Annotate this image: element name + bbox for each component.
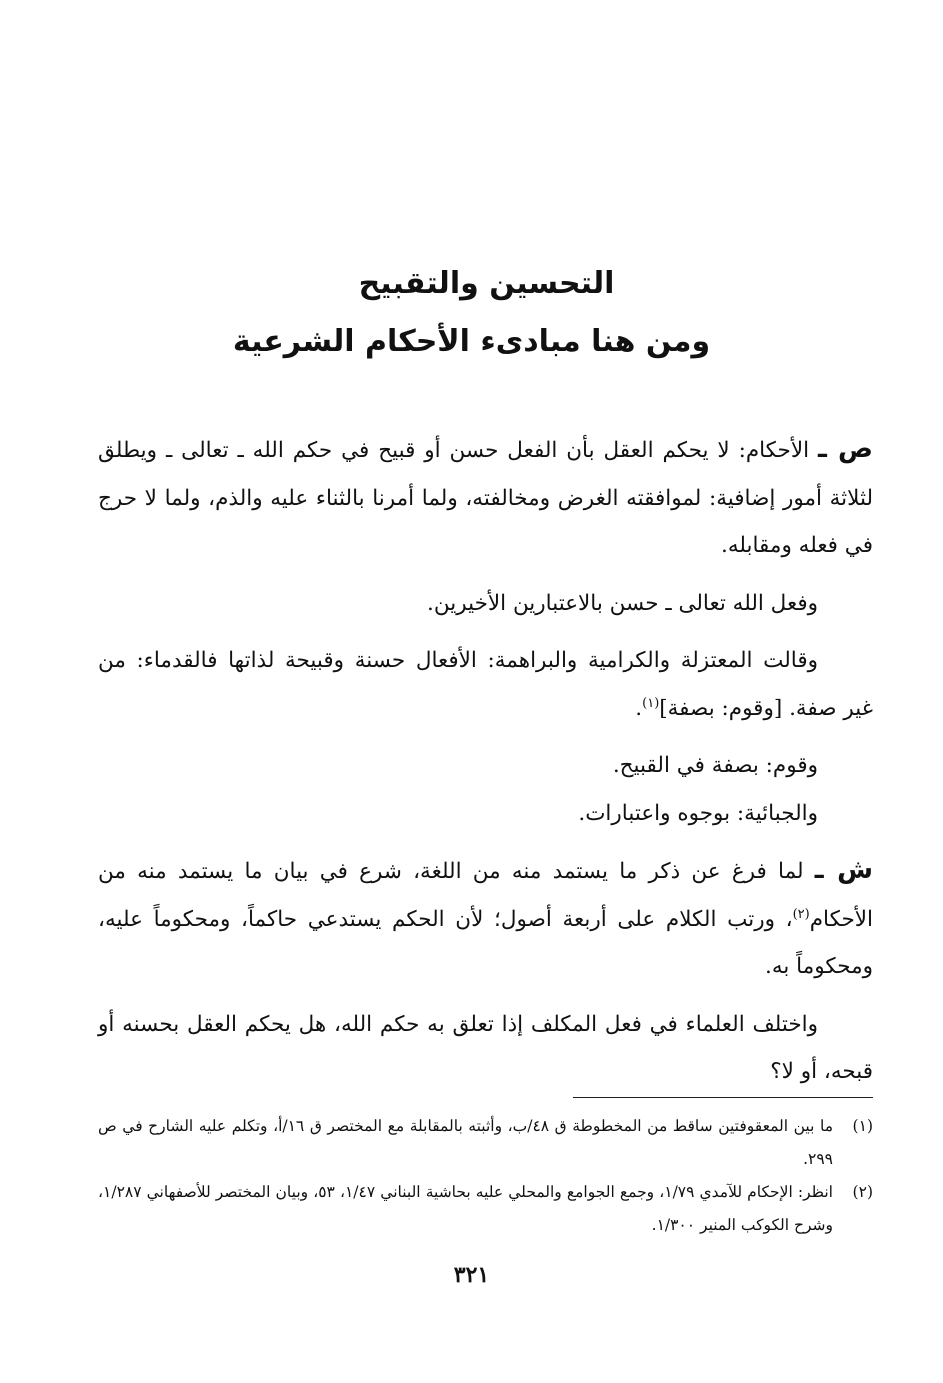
page-title: التحسين والتقبيح (358, 266, 615, 301)
footnote-text: انظر: الإحكام للآمدي ١/٧٩، وجمع الجوامع والمحلي عليه بحاشية البناني ١/٤٧، ٥٣، وبيان المختصر للأصفهاني ١/٢٨٧، وشرح الكوكب المنير ١/٣٠٠. (98, 1183, 833, 1234)
footnote-separator (573, 1097, 873, 1098)
paragraph-text-section (98, 426, 873, 570)
paragraph-text: الأحكام: لا يحكم العقل بأن الفعل حسن أو قبيح في حكم الله ـ تعالى ـ ويطلق لثلاثة أمور إضافية: لموافقته الغرض ومخالفته، ولما أمرنا بالثناء عليه والذم، ولما لا حرج في فعله ومقابله. (98, 438, 873, 558)
footnote-text: ما بين المعقوفتين ساقط من المخطوطة ق ٤٨/ب، وأثبته بالمقابلة مع المختصر ق ١٦/أ، وتكلم عليه الشارح في ص ٢٩٩. (98, 1117, 833, 1168)
footnote-ref-2[interactable]: (٢) (792, 906, 810, 922)
page-subtitle: ومن هنا مبادىء الأحكام الشرعية (232, 324, 711, 359)
paragraph-text: لما فرغ عن ذكر ما يستمد منه من اللغة، شرع في بيان ما يستمد منه من الأحكام (98, 859, 873, 932)
footnote-number: (٢) (852, 1183, 873, 1201)
heading-block (0, 255, 943, 371)
paragraph-end: . (635, 695, 643, 721)
paragraph-divine-act: وفعل الله تعالى ـ حسن بالاعتبارين الأخيرين. (427, 590, 818, 616)
footnote-ref-1[interactable]: (١) (642, 695, 660, 711)
footnotes (98, 1110, 873, 1242)
paragraph-text-continued: ، ورتب الكلام على أربعة أصول؛ لأن الحكم يستدعي حاكماً، ومحكوماً عليه، ومحكوماً به. (98, 906, 873, 979)
text-marker: ص ـ (818, 434, 873, 464)
paragraph-mutazila (98, 637, 873, 732)
footnote-2 (98, 1176, 873, 1242)
paragraph-scholars-differ: واختلف العلماء في فعل المكلف إذا تعلق به حكم الله، هل يحكم العقل بحسنه أو قبحه، أو لا؟ (98, 1011, 873, 1084)
paragraph-commentary-section (98, 847, 873, 991)
page-number: ٣٢١ (453, 1262, 490, 1288)
paragraph-some-people: وقوم: بصفة في القبيح. (612, 753, 818, 778)
paragraph-text: وقالت المعتزلة والكرامية والبراهمة: الأفعال حسنة وقبيحة لذاتها فالقدماء: من غير صفة. [وقوم: بصفة] (98, 648, 873, 721)
footnote-1 (98, 1110, 873, 1176)
footnote-number: (١) (852, 1117, 873, 1135)
main-text (98, 426, 873, 1106)
commentary-marker: ش ـ (814, 855, 873, 885)
paragraph-jubbaiya: والجبائية: بوجوه واعتبارات. (578, 800, 818, 826)
